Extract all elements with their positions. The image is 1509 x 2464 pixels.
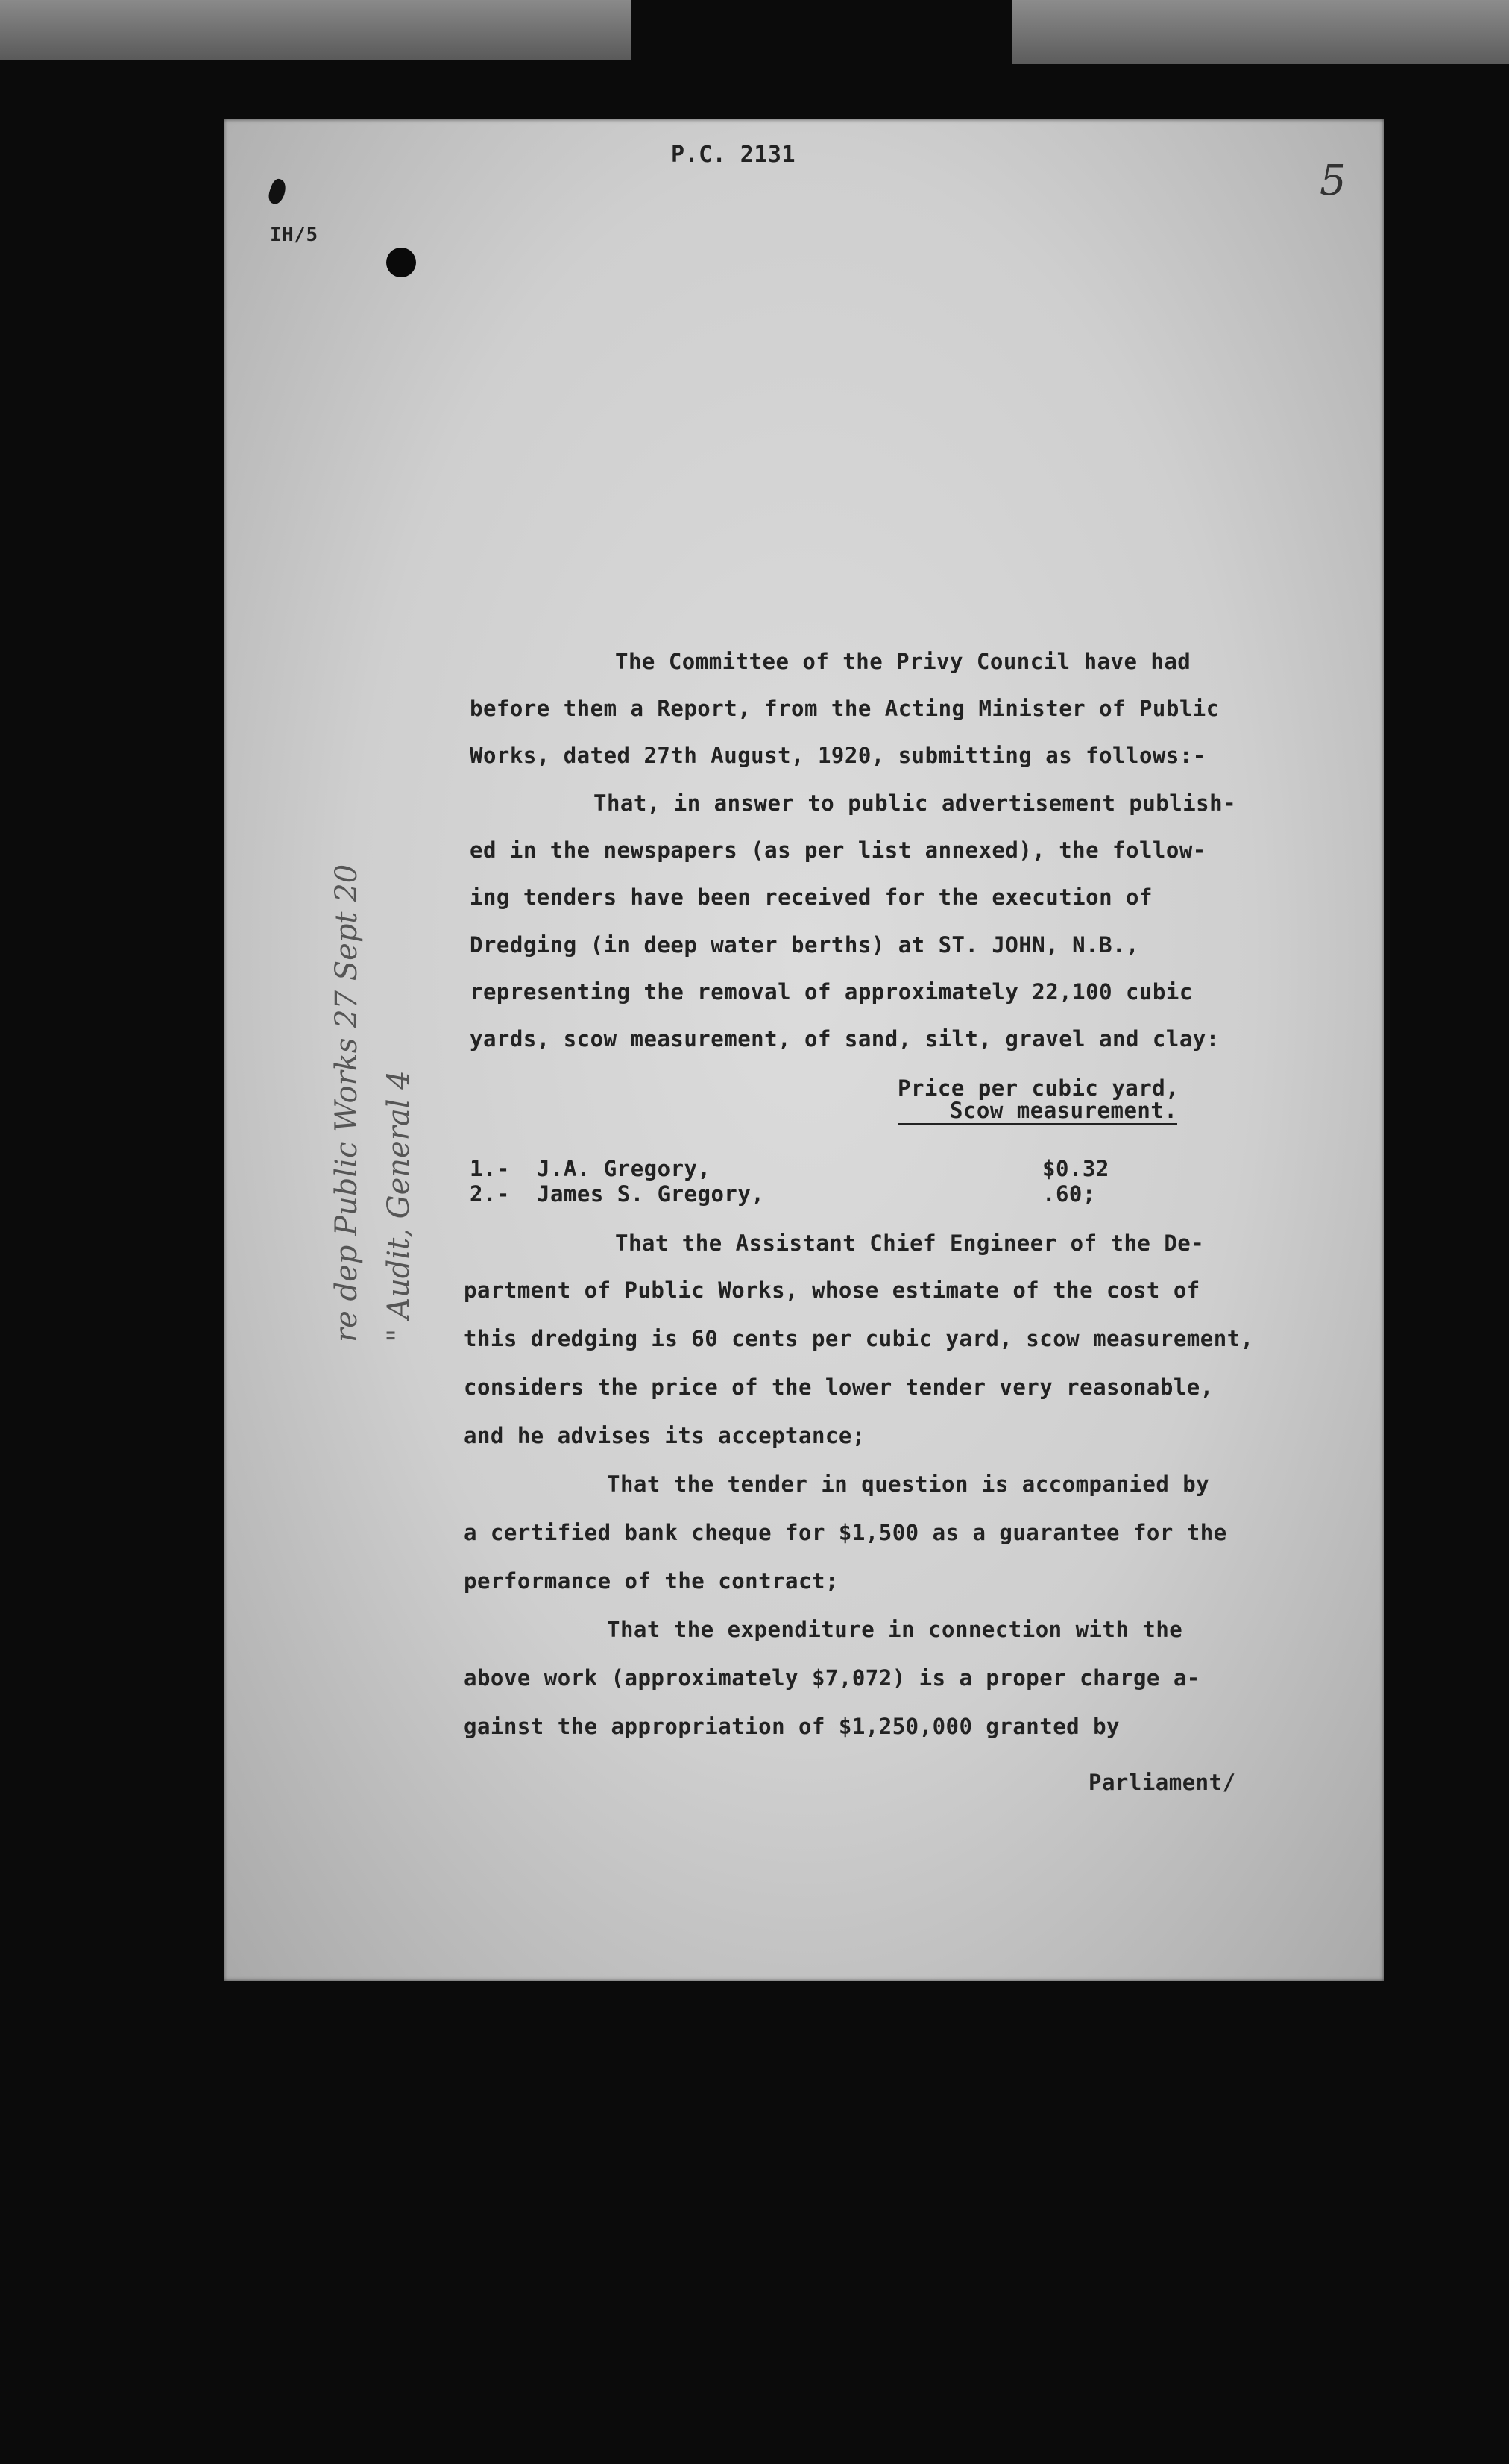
paragraph-5-line-2: above work (approximately $7,072) is a proper charge a-	[464, 1665, 1200, 1691]
paragraph-1-line-3: Works, dated 27th August, 1920, submitting as follows:-	[470, 743, 1206, 768]
marginal-note-line-1: re dep Public Works 27 Sept 20	[330, 864, 364, 1342]
tender-price: $0.32	[1042, 1156, 1109, 1181]
paragraph-3-line-5: and he advises its acceptance;	[464, 1423, 866, 1448]
paragraph-2-line-5: representing the removal of approximately 22,100 cubic	[470, 979, 1193, 1005]
tender-name: James S. Gregory,	[537, 1181, 765, 1207]
handwritten-marginal-note	[321, 864, 425, 1342]
continuation-catchword: Parliament/	[1089, 1770, 1236, 1795]
paragraph-2-line-1: That, in answer to public advertisement publish-	[593, 791, 1237, 816]
tender-number: 1.-	[470, 1156, 510, 1181]
order-in-council-reference: P.C. 2131	[671, 142, 796, 168]
handwritten-page-number: 5	[1320, 157, 1346, 205]
tender-number: 2.-	[470, 1181, 510, 1207]
paragraph-1-line-1: The Committee of the Privy Council have had	[615, 649, 1191, 674]
price-column-header-line-1: Price per cubic yard,	[898, 1075, 1179, 1101]
document-page	[224, 119, 1384, 1981]
paragraph-2-line-3: ing tenders have been received for the execution of	[470, 884, 1153, 910]
price-column-header-line-2: Scow measurement.	[898, 1098, 1177, 1125]
paragraph-2-line-2: ed in the newspapers (as per list annexed), the follow-	[470, 837, 1206, 863]
paragraph-3-line-1: That the Assistant Chief Engineer of the De-	[615, 1231, 1205, 1256]
paragraph-3-line-2: partment of Public Works, whose estimate of the cost of	[464, 1277, 1200, 1303]
marginal-note-line-2: " Audit, General 4	[382, 1070, 416, 1342]
paragraph-2-line-4: Dredging (in deep water berths) at ST. JOHN, N.B.,	[470, 932, 1139, 958]
ink-blot	[266, 177, 289, 207]
file-number: IH/5	[270, 224, 318, 246]
paragraph-2-line-6: yards, scow measurement, of sand, silt, gravel and clay:	[470, 1026, 1220, 1052]
tender-name: J.A. Gregory,	[537, 1156, 711, 1181]
paragraph-3-line-3: this dredging is 60 cents per cubic yard, scow measurement,	[464, 1326, 1254, 1351]
film-frame-edge-right	[1012, 0, 1509, 64]
paragraph-4-line-1: That the tender in question is accompanied by	[607, 1471, 1210, 1497]
paragraph-4-line-2: a certified bank cheque for $1,500 as a guarantee for the	[464, 1520, 1227, 1545]
paragraph-3-line-4: considers the price of the lower tender very reasonable,	[464, 1374, 1214, 1400]
paragraph-5-line-3: gainst the appropriation of $1,250,000 granted by	[464, 1714, 1121, 1739]
paragraph-1-line-2: before them a Report, from the Acting Minister of Public	[470, 696, 1220, 721]
paragraph-4-line-3: performance of the contract;	[464, 1568, 839, 1594]
tender-price: .60;	[1042, 1181, 1096, 1207]
punch-hole	[386, 248, 416, 277]
paragraph-5-line-1: That the expenditure in connection with the	[607, 1617, 1183, 1642]
film-frame-edge-left	[0, 0, 631, 60]
